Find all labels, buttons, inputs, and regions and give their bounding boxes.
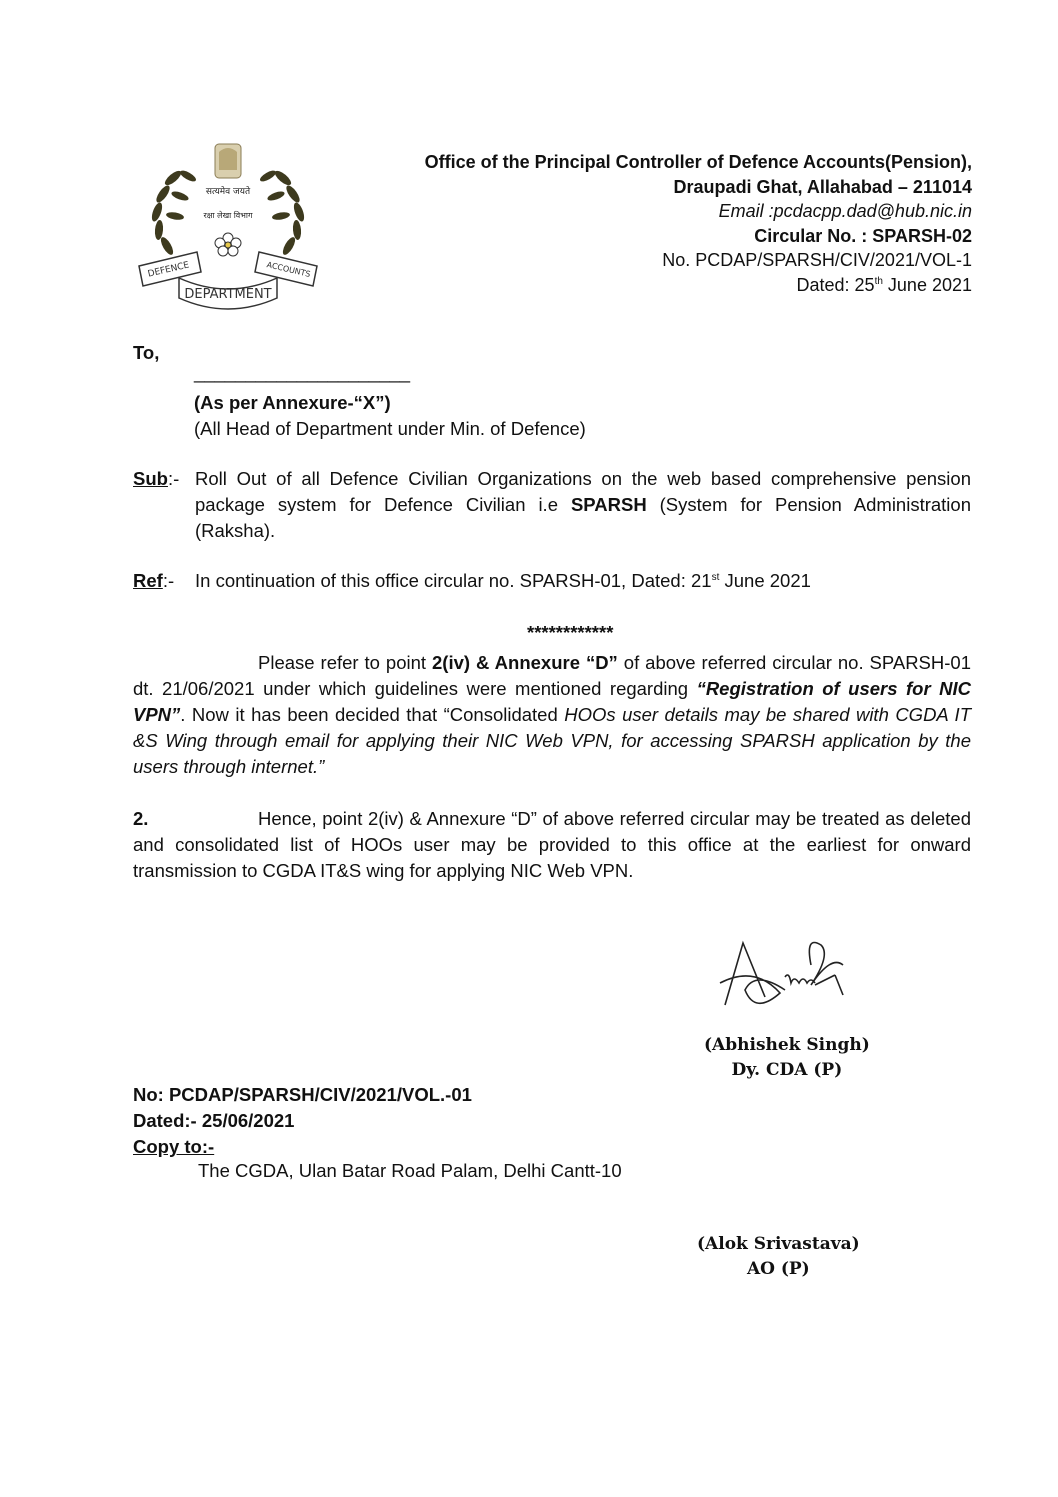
- copy-to-label: Copy to:-: [133, 1136, 215, 1157]
- separator-stars: ************: [527, 622, 614, 643]
- footer-reference-number: No: PCDAP/SPARSH/CIV/2021/VOL.-01: [133, 1084, 472, 1105]
- handwritten-signature-icon: [715, 935, 865, 1015]
- annexure-ref: (As per Annexure-“X”): [194, 392, 391, 413]
- signatory-1-block: [704, 1033, 870, 1083]
- svg-text:ACCOUNTS: ACCOUNTS: [265, 260, 312, 279]
- office-address: Draupadi Ghat, Allahabad – 211014: [673, 176, 972, 197]
- signatory-2-block: [697, 1232, 860, 1282]
- emblem-icon: [133, 138, 323, 313]
- paragraph-1: Please refer to point 2(iv) & Annexure “D” of above referred circular no. SPARSH-01 dt. 21/06/2021 under which guidelines were mentioned regarding “Registration of users for NIC VPN”. Now it has been decided that “Consolidated HOOs user details may be shared with CGDA IT &S Wing through email for applying their NIC Web VPN, for accessing SPARSH application by the users through internet.”: [133, 652, 971, 777]
- svg-text:DEPARTMENT: DEPARTMENT: [184, 287, 272, 302]
- svg-text:DEFENCE: DEFENCE: [146, 260, 191, 280]
- subject-label: Sub: [133, 468, 168, 489]
- signatory-2-designation: AO (P): [746, 1259, 810, 1279]
- footer-date: Dated:- 25/06/2021: [133, 1110, 295, 1131]
- letterhead: [425, 150, 972, 297]
- letter-date: Dated: 25th June 2021: [796, 274, 972, 295]
- paragraph-2-number: 2.: [133, 808, 149, 829]
- reference-number: No. PCDAP/SPARSH/CIV/2021/VOL-1: [662, 250, 972, 270]
- paragraph-2: 2. Hence, point 2(iv) & Annexure “D” of above referred circular may be treated as deleted and consolidated list of HOOs user may be provided to this office at the earliest for onward transmission to CGDA IT&S wing for applying NIC Web VPN.: [133, 808, 971, 881]
- signatory-2-name: (Alok Srivastava): [697, 1234, 860, 1254]
- svg-text:रक्षा लेखा विभाग: रक्षा लेखा विभाग: [203, 211, 253, 220]
- svg-text:सत्यमेव जयते: सत्यमेव जयते: [205, 187, 251, 197]
- office-email: Email :pcdacpp.dad@hub.nic.in: [718, 201, 972, 221]
- subject-text: Roll Out of all Defence Civilian Organizations on the web based comprehensive pension package system for Defence Civilian i.e SPARSH (System for Pension Administration (Raksha).: [195, 468, 971, 541]
- reference-text: In continuation of this office circular no. SPARSH-01, Dated: 21st June 2021: [195, 570, 811, 591]
- addressee-description: (All Head of Department under Min. of Defence): [194, 418, 586, 439]
- reference-label: Ref: [133, 570, 163, 591]
- signatory-1-name: (Abhishek Singh): [704, 1035, 870, 1055]
- signature-abhishek-singh: [715, 935, 865, 1015]
- reference-block: Ref:- In continuation of this office circular no. SPARSH-01, Dated: 21st June 2021: [133, 568, 971, 594]
- to-label: To,: [133, 342, 160, 363]
- signatory-1-designation: Dy. CDA (P): [731, 1060, 843, 1080]
- subject-block: Sub:- Roll Out of all Defence Civilian Organizations on the web based comprehensive pension package system for Defence Civilian i.e SPARSH (System for Pension Administration (Raksha).: [133, 466, 971, 544]
- office-name: Office of the Principal Controller of Defence Accounts(Pension),: [424, 152, 972, 172]
- copy-to-recipient: The CGDA, Ulan Batar Road Palam, Delhi Cantt-10: [198, 1160, 622, 1181]
- department-emblem-logo: [133, 138, 323, 313]
- circular-number: Circular No. : SPARSH-02: [754, 225, 972, 246]
- footer-block: [133, 1082, 472, 1160]
- addressee-block: [194, 390, 586, 442]
- addressee-blank-line: _____________________: [194, 362, 411, 383]
